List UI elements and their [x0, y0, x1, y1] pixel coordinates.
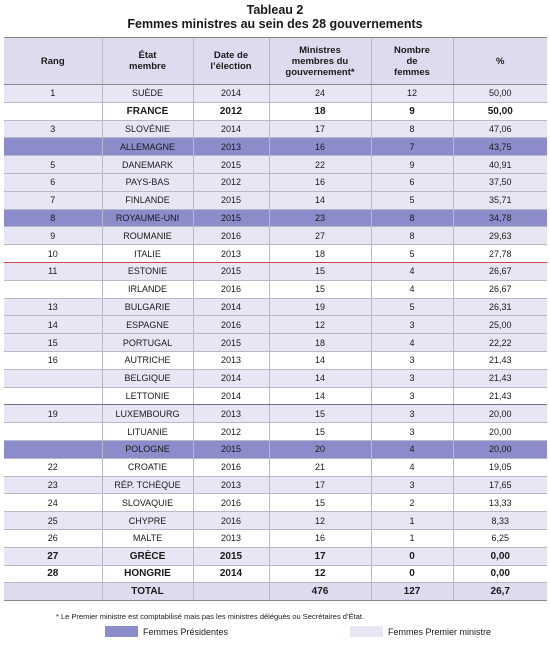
table-row	[4, 565, 547, 583]
cell-ministres: 16	[269, 138, 371, 156]
table-row	[4, 423, 547, 441]
cell-date: 2016	[193, 494, 269, 512]
total-date	[193, 583, 269, 601]
cell-date: 2013	[193, 245, 269, 263]
cell-femmes: 0	[371, 547, 453, 565]
cell-etat: CROATIE	[102, 458, 193, 476]
table-title	[0, 0, 550, 31]
total-femmes: 127	[371, 583, 453, 601]
cell-date: 2015	[193, 334, 269, 352]
table-body	[4, 85, 547, 583]
table-row	[4, 529, 547, 547]
table-row	[4, 351, 547, 369]
table-row	[4, 387, 547, 405]
cell-femmes: 8	[371, 227, 453, 245]
cell-ministres: 23	[269, 209, 371, 227]
cell-date: 2014	[193, 387, 269, 405]
cell-femmes: 4	[371, 440, 453, 458]
cell-date: 2013	[193, 529, 269, 547]
cell-femmes: 9	[371, 102, 453, 120]
cell-femmes: 2	[371, 494, 453, 512]
cell-ministres: 17	[269, 476, 371, 494]
cell-femmes: 3	[371, 405, 453, 423]
cell-rang	[4, 102, 102, 120]
table-row	[4, 227, 547, 245]
cell-femmes: 6	[371, 173, 453, 191]
cell-ministres: 17	[269, 547, 371, 565]
cell-ministres: 16	[269, 529, 371, 547]
cell-rang: 28	[4, 565, 102, 583]
cell-etat: PORTUGAL	[102, 334, 193, 352]
cell-pct: 17,65	[453, 476, 547, 494]
cell-pct: 20,00	[453, 405, 547, 423]
cell-femmes: 5	[371, 191, 453, 209]
cell-femmes: 3	[371, 351, 453, 369]
cell-pct: 26,67	[453, 262, 547, 280]
table-row	[4, 369, 547, 387]
cell-etat: ESPAGNE	[102, 316, 193, 334]
table-row	[4, 440, 547, 458]
cell-etat: MALTE	[102, 529, 193, 547]
cell-pct: 21,43	[453, 351, 547, 369]
cell-pct: 29,63	[453, 227, 547, 245]
cell-date: 2013	[193, 138, 269, 156]
cell-ministres: 15	[269, 494, 371, 512]
cell-pct: 0,00	[453, 565, 547, 583]
cell-etat: AUTRICHE	[102, 351, 193, 369]
cell-rang	[4, 387, 102, 405]
table-row	[4, 298, 547, 316]
cell-etat: ITALIE	[102, 245, 193, 263]
cell-ministres: 14	[269, 351, 371, 369]
table-row	[4, 334, 547, 352]
cell-date: 2015	[193, 156, 269, 174]
cell-date: 2016	[193, 512, 269, 530]
cell-etat: BULGARIE	[102, 298, 193, 316]
cell-pct: 8,33	[453, 512, 547, 530]
cell-femmes: 1	[371, 529, 453, 547]
cell-ministres: 24	[269, 85, 371, 103]
cell-date: 2016	[193, 316, 269, 334]
cell-ministres: 19	[269, 298, 371, 316]
cell-pct: 13,33	[453, 494, 547, 512]
cell-rang: 10	[4, 245, 102, 263]
table-row	[4, 316, 547, 334]
cell-pct: 40,91	[453, 156, 547, 174]
cell-pct: 20,00	[453, 423, 547, 441]
table-row	[4, 173, 547, 191]
cell-femmes: 5	[371, 298, 453, 316]
cell-rang: 9	[4, 227, 102, 245]
cell-pct: 21,43	[453, 369, 547, 387]
cell-rang: 22	[4, 458, 102, 476]
cell-femmes: 3	[371, 387, 453, 405]
table-row	[4, 245, 547, 263]
cell-rang: 24	[4, 494, 102, 512]
total-label: TOTAL	[102, 583, 193, 601]
cell-pct: 25,00	[453, 316, 547, 334]
cell-date: 2012	[193, 173, 269, 191]
cell-ministres: 15	[269, 423, 371, 441]
cell-etat: HONGRIE	[102, 565, 193, 583]
total-row	[4, 583, 547, 601]
cell-pct: 6,25	[453, 529, 547, 547]
cell-etat: SLOVAQUIE	[102, 494, 193, 512]
cell-rang: 1	[4, 85, 102, 103]
cell-etat: DANEMARK	[102, 156, 193, 174]
cell-rang: 19	[4, 405, 102, 423]
cell-femmes: 4	[371, 280, 453, 298]
subtitle-label: Femmes ministres au sein des 28 gouvernements	[127, 17, 423, 31]
header-ministres: Ministres membres du gouvernement*	[269, 38, 371, 85]
cell-pct: 21,43	[453, 387, 547, 405]
table-row	[4, 547, 547, 565]
cell-ministres: 12	[269, 512, 371, 530]
header-etat: État membre	[102, 38, 193, 85]
cell-ministres: 27	[269, 227, 371, 245]
cell-ministres: 20	[269, 440, 371, 458]
cell-etat: CHYPRE	[102, 512, 193, 530]
table-row	[4, 476, 547, 494]
cell-date: 2016	[193, 458, 269, 476]
cell-etat: LETTONIE	[102, 387, 193, 405]
cell-femmes: 0	[371, 565, 453, 583]
cell-rang: 13	[4, 298, 102, 316]
cell-rang	[4, 440, 102, 458]
cell-ministres: 21	[269, 458, 371, 476]
table-row	[4, 494, 547, 512]
table-row	[4, 405, 547, 423]
table-row	[4, 156, 547, 174]
cell-etat: SLOVÉNIE	[102, 120, 193, 138]
cell-pct: 22,22	[453, 334, 547, 352]
cell-ministres: 18	[269, 102, 371, 120]
cell-pct: 37,50	[453, 173, 547, 191]
cell-date: 2014	[193, 298, 269, 316]
cell-ministres: 15	[269, 280, 371, 298]
cell-rang: 3	[4, 120, 102, 138]
cell-rang	[4, 138, 102, 156]
cell-rang	[4, 423, 102, 441]
cell-date: 2015	[193, 209, 269, 227]
cell-date: 2013	[193, 476, 269, 494]
cell-date: 2015	[193, 440, 269, 458]
footnote: * Le Premier ministre est comptabilisé mais pas les ministres délégués ou Secrétaires d’État.	[56, 612, 365, 622]
cell-date: 2014	[193, 369, 269, 387]
cell-date: 2016	[193, 280, 269, 298]
cell-etat: IRLANDE	[102, 280, 193, 298]
cell-date: 2015	[193, 547, 269, 565]
cell-rang: 16	[4, 351, 102, 369]
total-pct: 26,7	[453, 583, 547, 601]
cell-pct: 27,78	[453, 245, 547, 263]
cell-femmes: 8	[371, 209, 453, 227]
cell-ministres: 14	[269, 387, 371, 405]
cell-pct: 26,67	[453, 280, 547, 298]
cell-ministres: 18	[269, 245, 371, 263]
cell-femmes: 4	[371, 334, 453, 352]
cell-etat: ESTONIE	[102, 262, 193, 280]
legend-swatch-premier-ministre	[350, 626, 383, 637]
header-rang: Rang	[4, 38, 102, 85]
table-row	[4, 120, 547, 138]
table-row	[4, 458, 547, 476]
legend-label-presidentes: Femmes Présidentes	[143, 627, 229, 637]
cell-pct: 50,00	[453, 85, 547, 103]
cell-etat: LUXEMBOURG	[102, 405, 193, 423]
legend	[0, 626, 550, 640]
cell-rang: 6	[4, 173, 102, 191]
cell-ministres: 12	[269, 565, 371, 583]
header-nombre: Nombre de femmes	[371, 38, 453, 85]
cell-etat: POLOGNE	[102, 440, 193, 458]
table-row	[4, 280, 547, 298]
table-row	[4, 85, 547, 103]
cell-ministres: 17	[269, 120, 371, 138]
cell-pct: 26,31	[453, 298, 547, 316]
total-rang	[4, 583, 102, 601]
cell-rang: 11	[4, 262, 102, 280]
cell-etat: BELGIQUE	[102, 369, 193, 387]
legend-swatch-presidentes	[105, 626, 138, 637]
total-ministres: 476	[269, 583, 371, 601]
cell-femmes: 4	[371, 262, 453, 280]
legend-label-premier-ministre: Femmes Premier ministre	[388, 627, 492, 637]
cell-etat: ROUMANIE	[102, 227, 193, 245]
cell-ministres: 15	[269, 262, 371, 280]
cell-femmes: 3	[371, 476, 453, 494]
cell-date: 2013	[193, 405, 269, 423]
cell-ministres: 14	[269, 191, 371, 209]
cell-etat: PAYS-BAS	[102, 173, 193, 191]
cell-rang: 27	[4, 547, 102, 565]
cell-etat: LITUANIE	[102, 423, 193, 441]
table-row	[4, 262, 547, 280]
header-date: Date de l’élection	[193, 38, 269, 85]
cell-rang: 23	[4, 476, 102, 494]
cell-femmes: 3	[371, 369, 453, 387]
cell-femmes: 9	[371, 156, 453, 174]
cell-rang: 7	[4, 191, 102, 209]
header-row	[4, 38, 547, 85]
cell-ministres: 22	[269, 156, 371, 174]
header-pct: %	[453, 38, 547, 85]
cell-rang	[4, 280, 102, 298]
table-row	[4, 512, 547, 530]
cell-etat: SUÈDE	[102, 85, 193, 103]
cell-rang: 14	[4, 316, 102, 334]
cell-date: 2014	[193, 120, 269, 138]
cell-date: 2012	[193, 102, 269, 120]
cell-ministres: 16	[269, 173, 371, 191]
table-row	[4, 138, 547, 156]
cell-ministres: 14	[269, 369, 371, 387]
cell-etat: FINLANDE	[102, 191, 193, 209]
title-label: Tableau 2	[246, 3, 304, 17]
ministers-table	[4, 37, 547, 601]
cell-femmes: 1	[371, 512, 453, 530]
cell-pct: 34,78	[453, 209, 547, 227]
cell-etat: GRÈCE	[102, 547, 193, 565]
cell-rang	[4, 369, 102, 387]
cell-date: 2015	[193, 191, 269, 209]
cell-rang: 5	[4, 156, 102, 174]
cell-rang: 15	[4, 334, 102, 352]
table-row	[4, 102, 547, 120]
cell-femmes: 7	[371, 138, 453, 156]
cell-ministres: 15	[269, 405, 371, 423]
cell-date: 2015	[193, 262, 269, 280]
cell-date: 2012	[193, 423, 269, 441]
cell-pct: 20,00	[453, 440, 547, 458]
cell-pct: 43,75	[453, 138, 547, 156]
cell-etat: ALLEMAGNE	[102, 138, 193, 156]
table-row	[4, 191, 547, 209]
cell-femmes: 8	[371, 120, 453, 138]
cell-femmes: 12	[371, 85, 453, 103]
cell-femmes: 3	[371, 316, 453, 334]
cell-femmes: 4	[371, 458, 453, 476]
cell-ministres: 18	[269, 334, 371, 352]
cell-rang: 26	[4, 529, 102, 547]
cell-date: 2014	[193, 85, 269, 103]
cell-ministres: 12	[269, 316, 371, 334]
cell-femmes: 5	[371, 245, 453, 263]
cell-rang: 8	[4, 209, 102, 227]
cell-date: 2016	[193, 227, 269, 245]
cell-etat: ROYAUME-UNI	[102, 209, 193, 227]
table-row	[4, 209, 547, 227]
cell-pct: 35,71	[453, 191, 547, 209]
cell-pct: 0,00	[453, 547, 547, 565]
cell-etat: FRANCE	[102, 102, 193, 120]
cell-etat: RÉP. TCHÈQUE	[102, 476, 193, 494]
cell-pct: 50,00	[453, 102, 547, 120]
cell-date: 2014	[193, 565, 269, 583]
cell-pct: 19,05	[453, 458, 547, 476]
cell-rang: 25	[4, 512, 102, 530]
cell-date: 2013	[193, 351, 269, 369]
cell-pct: 47,06	[453, 120, 547, 138]
cell-femmes: 3	[371, 423, 453, 441]
